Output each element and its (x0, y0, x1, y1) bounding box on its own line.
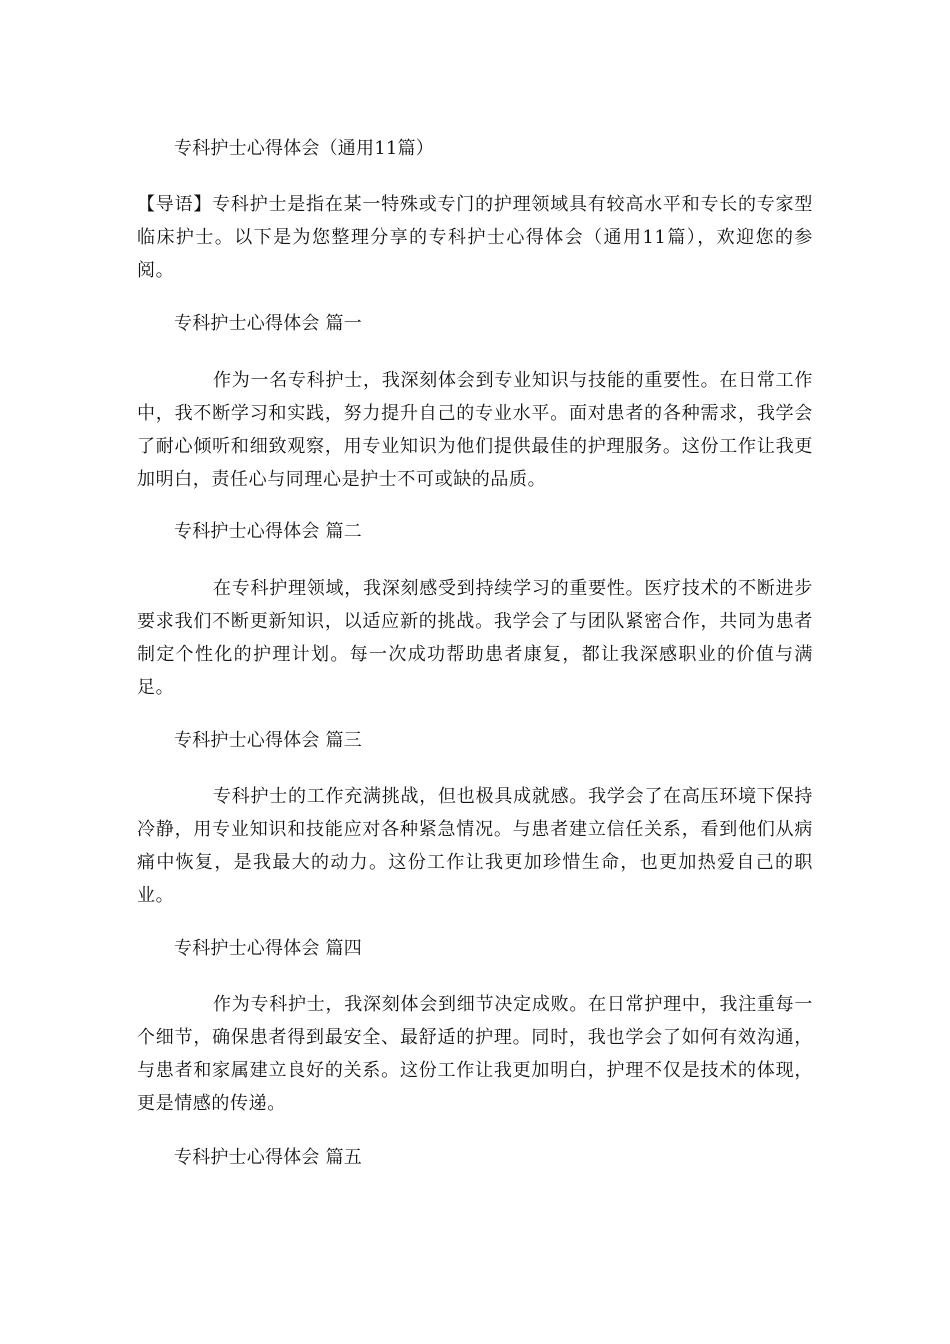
section-body-4: 作为专科护士，我深刻体会到细节决定成败。在日常护理中，我注重每一个细节，确保患者得到最安全、最舒适的护理。同时，我也学会了如何有效沟通，与患者和家属建立良好的关系。这份工作让我更加明白，护理不仅是技术的体现，更是情感的传递。 (137, 994, 813, 1114)
section-body-3: 专科护士的工作充满挑战，但也极具成就感。我学会了在高压环境下保持冷静，用专业知识和技能应对各种紧急情况。与患者建立信任关系，看到他们从病痛中恢复，是我最大的动力。这份工作让我更加珍惜生命，也更加热爱自己的职业。 (137, 786, 813, 906)
section-heading-5: 专科护士心得体会 篇五 (174, 1147, 362, 1168)
document-title: 专科护士心得体会（通用11篇） (174, 138, 434, 159)
section-heading-1: 专科护士心得体会 篇一 (174, 313, 362, 334)
section-body-2: 在专科护理领域，我深刻感受到持续学习的重要性。医疗技术的不断进步要求我们不断更新知识，以适应新的挑战。我学会了与团队紧密合作，共同为患者制定个性化的护理计划。每一次成功帮助患者康复，都让我深感职业的价值与满足。 (137, 578, 813, 698)
section-heading-4: 专科护士心得体会 篇四 (174, 938, 362, 959)
section-heading-3: 专科护士心得体会 篇三 (174, 730, 362, 751)
intro-paragraph: 【导语】专科护士是指在某一特殊或专门的护理领域具有较高水平和专长的专家型临床护士。以下是为您整理分享的专科护士心得体会（通用11篇），欢迎您的参阅。 (137, 194, 813, 281)
section-body-1: 作为一名专科护士，我深刻体会到专业知识与技能的重要性。在日常工作中，我不断学习和实践，努力提升自己的专业水平。面对患者的各种需求，我学会了耐心倾听和细致观察，用专业知识为他们提供最佳的护理服务。这份工作让我更加明白，责任心与同理心是护士不可或缺的品质。 (137, 370, 813, 490)
section-heading-2: 专科护士心得体会 篇二 (174, 521, 362, 542)
